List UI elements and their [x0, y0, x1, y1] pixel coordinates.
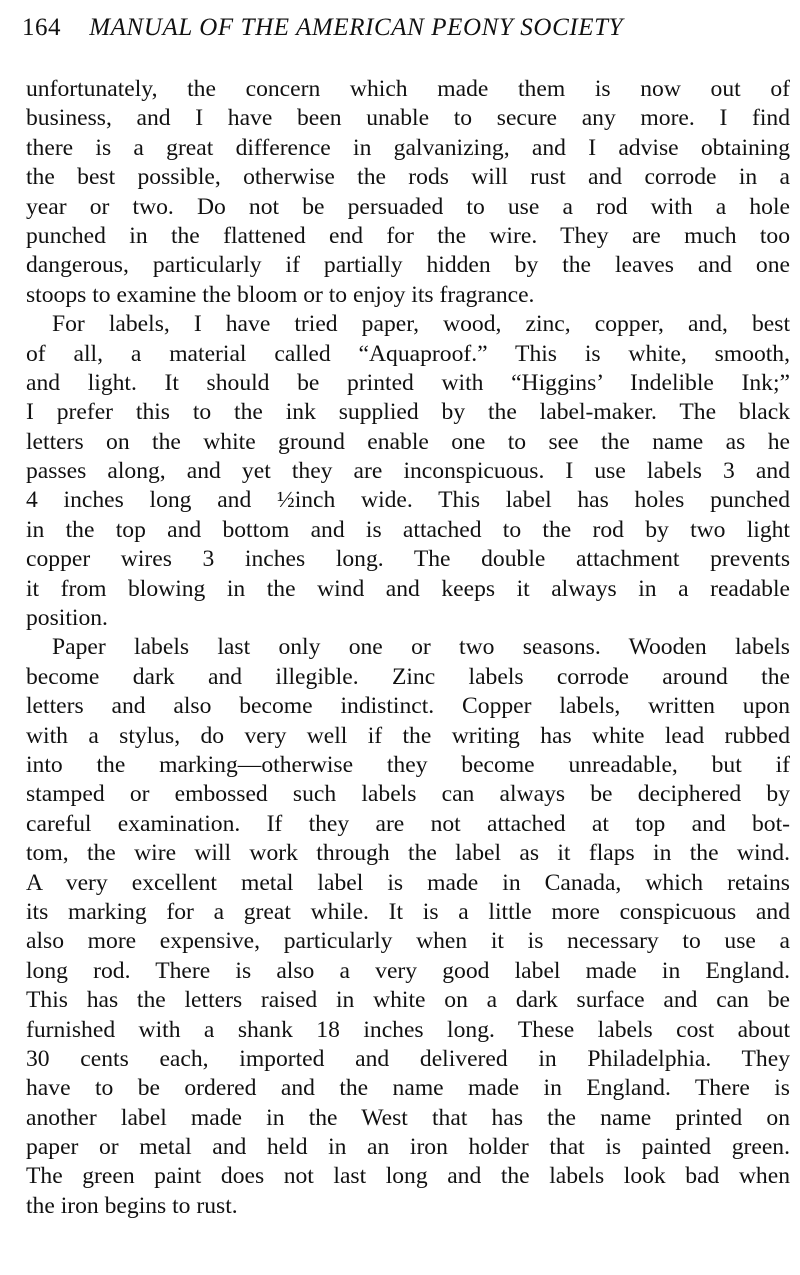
running-header	[22, 10, 782, 46]
text-line: Paper labels last only one or two seasons. Wooden labels	[52, 634, 790, 661]
text-line: 30 cents each, imported and delivered in Philadelphia. They	[26, 1045, 790, 1072]
text-line: the best possible, otherwise the rods will rust and corrode in a	[26, 164, 790, 191]
text-line: copper wires 3 inches long. The double attachment prevents	[26, 546, 790, 573]
text-line: This has the letters raised in white on a dark surface and can be	[26, 987, 790, 1014]
text-line: The green paint does not last long and the labels look bad when	[26, 1163, 790, 1190]
text-line: dangerous, particularly if partially hidden by the leaves and one	[26, 252, 790, 279]
text-line: another label made in the West that has the name printed on	[26, 1104, 790, 1131]
paragraph	[26, 75, 790, 310]
text-line: become dark and illegible. Zinc labels corrode around the	[26, 663, 790, 690]
text-line: it from blowing in the wind and keeps it always in a readable	[26, 575, 790, 602]
text-line: long rod. There is also a very good label made in England.	[26, 957, 790, 984]
text-line: tom, the wire will work through the label as it flaps in the wind.	[26, 840, 790, 867]
text-line: I prefer this to the ink supplied by the label-maker. The black	[26, 399, 790, 426]
text-line: For labels, I have tried paper, wood, zinc, copper, and, best	[52, 311, 790, 338]
text-line: business, and I have been unable to secure any more. I find	[26, 105, 790, 132]
text-line: passes along, and yet they are inconspicuous. I use labels 3 and	[26, 458, 790, 485]
text-line: letters on the white ground enable one to see the name as he	[26, 428, 790, 455]
text-line: punched in the flattened end for the wire. They are much too	[26, 222, 790, 249]
text-line: furnished with a shank 18 inches long. These labels cost about	[26, 1016, 790, 1043]
text-line: 4 inches long and ½inch wide. This label has holes punched	[26, 487, 790, 514]
paragraph	[26, 633, 790, 1221]
text-line: there is a great difference in galvanizing, and I advise obtaining	[26, 134, 790, 161]
text-line: stoops to examine the bloom or to enjoy its fragrance.	[26, 281, 535, 308]
text-line: paper or metal and held in an iron holder that is painted green.	[26, 1134, 790, 1161]
body-text	[26, 75, 790, 1221]
text-line: A very excellent metal label is made in Canada, which retains	[26, 869, 790, 896]
paragraph	[26, 310, 790, 633]
text-line: careful examination. If they are not attached at top and bot-	[26, 810, 790, 837]
page-number: 164	[22, 14, 61, 41]
text-line: in the top and bottom and is attached to the rod by two light	[26, 516, 790, 543]
text-line: unfortunately, the concern which made them is now out of	[26, 76, 790, 102]
text-line: and light. It should be printed with “Higgins’ Indelible Ink;”	[26, 369, 790, 396]
text-line: letters and also become indistinct. Copper labels, written upon	[26, 693, 790, 720]
text-line: year or two. Do not be persuaded to use a rod with a hole	[26, 193, 790, 220]
running-title: MANUAL OF THE AMERICAN PEONY SOCIETY	[89, 14, 624, 41]
text-line: of all, a material called “Aquaproof.” This is white, smooth,	[26, 340, 790, 367]
text-line: with a stylus, do very well if the writing has white lead rubbed	[26, 722, 790, 749]
text-line: its marking for a great while. It is a little more conspicuous and	[26, 898, 790, 925]
text-line: have to be ordered and the name made in England. There is	[26, 1075, 790, 1102]
text-line: position.	[26, 605, 108, 632]
text-line: into the marking—otherwise they become unreadable, but if	[26, 751, 790, 778]
text-line: also more expensive, particularly when it is necessary to use a	[26, 928, 790, 955]
text-line: the iron begins to rust.	[26, 1192, 238, 1219]
text-line: stamped or embossed such labels can always be deciphered by	[26, 781, 790, 808]
